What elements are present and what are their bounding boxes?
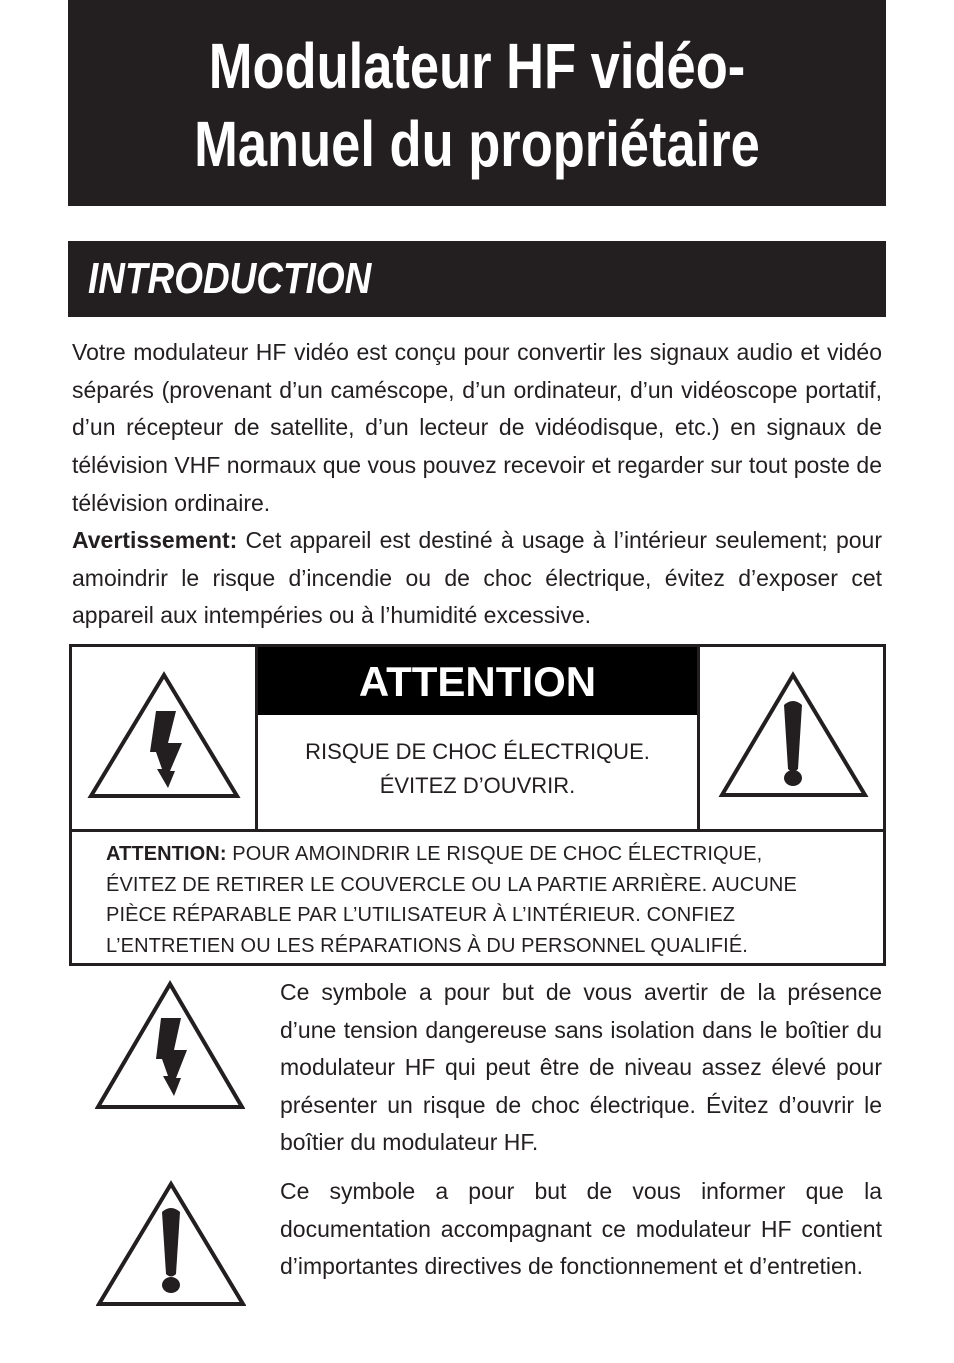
lightning-description: Ce symbole a pour but de vous avertir de la présence d’une tension dangereuse sans isolation dans le boîtier du modulateur HF qui peut être de niveau assez élevé pour présenter un risque de choc électrique. Évitez d’ouvrir le boîtier du modulateur HF. (280, 979, 882, 1155)
caution-notice-label: ATTENTION: (106, 843, 227, 865)
exclamation-description: Ce symbole a pour but de vous informer que la documentation accompagnant ce modulateur HF contient d’importantes directives de fonctionnement et d’entretien. (280, 1178, 882, 1279)
exclamation-symbol (96, 1180, 246, 1308)
attention-subtitle (258, 735, 697, 803)
exclamation-icon (96, 1180, 246, 1308)
attention-subtitle-line-1: RISQUE DE CHOC ÉLECTRIQUE. (305, 739, 650, 764)
caution-notice (106, 839, 876, 962)
section-heading: INTRODUCTION (88, 254, 372, 303)
title-line-1: Modulateur HF vidéo- (208, 30, 746, 102)
title-banner (68, 0, 886, 206)
lightning-warning-icon (72, 647, 255, 829)
intro-paragraph: Votre modulateur HF vidéo est conçu pour convertir les signaux audio et vidéo séparés (provenant d’un caméscope, d’un ordinateur, d’un vidéoscope portatif, d’un récepteur de satellite, d’un lecteur de vidéodisque, etc.) en signaux de télévision VHF normaux que vous pouvez recevoir et regarder sur tout poste de télévision ordinaire. (72, 339, 882, 516)
caution-box (69, 644, 886, 966)
caution-center-cell (258, 647, 697, 829)
section-heading-bar (68, 241, 886, 317)
warning-text: Cet appareil est destiné à usage à l’intérieur seulement; pour amoindrir le risque d’incendie ou de choc électrique, évitez d’exposer cet appareil aux intempéries ou à l’humidité excessive. (72, 527, 882, 629)
attention-banner: ATTENTION (258, 647, 697, 715)
caution-left-cell (72, 647, 258, 829)
warning-paragraph (72, 522, 882, 635)
lightning-symbol (95, 980, 245, 1112)
caution-divider (72, 829, 883, 832)
title-line-2: Manuel du propriétaire (194, 108, 760, 180)
warning-label: Avertissement: (72, 527, 238, 553)
caution-notice-text: POUR AMOINDRIR LE RISQUE DE CHOC ÉLECTRIQUE, ÉVITEZ DE RETIRER LE COUVERCLE OU LA PARTIE ARRIÈRE. AUCUNE PIÈCE RÉPARABLE PAR L’UTILISATEUR À L’INTÉRIEUR. CONFIEZ L’ENTRETIEN OU LES RÉPARATIONS À DU PERSONNEL QUALIFIÉ. (106, 843, 797, 958)
caution-right-cell (697, 647, 886, 829)
attention-subtitle-line-2: ÉVITEZ D’OUVRIR. (379, 773, 576, 798)
lightning-icon (95, 980, 245, 1112)
exclamation-warning-icon (700, 647, 886, 829)
